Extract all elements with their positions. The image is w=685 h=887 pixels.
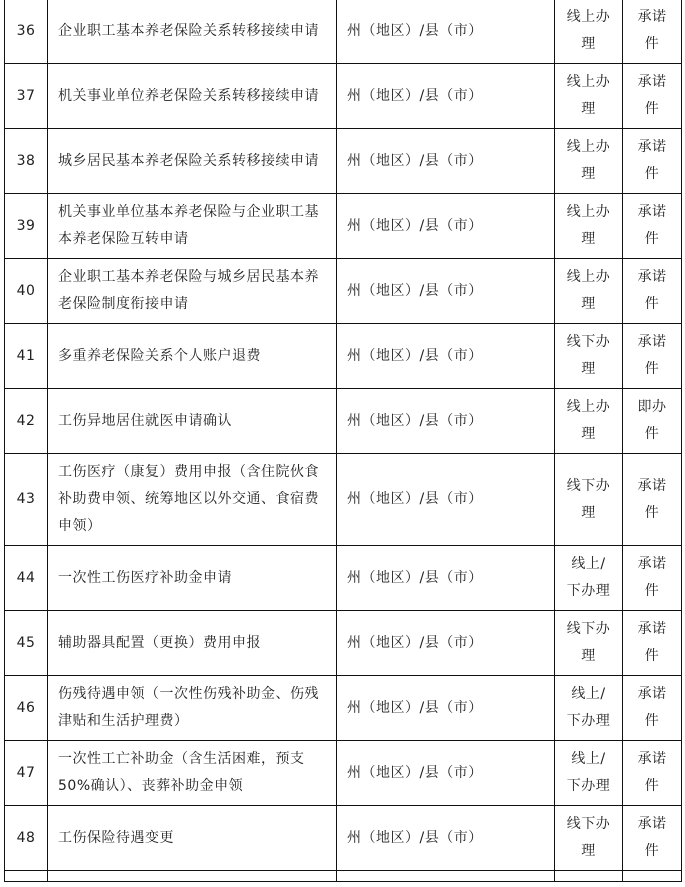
item-type: 承诺 件 [637, 556, 667, 599]
item-name: 工伤异地居住就医申请确认 [48, 389, 337, 454]
handling-mode: 线上/ 下办理 [566, 686, 611, 729]
table-row [5, 259, 682, 324]
handling-mode-cell [555, 0, 623, 64]
item-type-cell [623, 389, 682, 454]
item-name: 辅助器具配置（更换）费用申报 [48, 611, 337, 676]
handling-mode: 线上办 理 [566, 74, 611, 117]
row-number: 38 [5, 129, 48, 194]
item-name: 一次性工伤医疗补助金申请 [48, 546, 337, 611]
row-number: 37 [5, 64, 48, 129]
table-row-continuation [5, 871, 682, 882]
row-number: 43 [5, 454, 48, 546]
item-type: 承诺 件 [637, 686, 667, 729]
handling-level: 州（地区）/县（市） [337, 64, 555, 129]
handling-mode-cell [555, 324, 623, 389]
handling-mode: 线上办 理 [566, 204, 611, 247]
table-row [5, 129, 682, 194]
item-type: 承诺 件 [637, 74, 667, 117]
handling-mode: 线上办 理 [566, 269, 611, 312]
handling-mode-cell [555, 806, 623, 871]
table-row [5, 676, 682, 741]
row-number: 45 [5, 611, 48, 676]
item-type-cell [623, 259, 682, 324]
item-type-cell [623, 0, 682, 64]
item-type: 承诺 件 [637, 334, 667, 377]
handling-level: 州（地区）/县（市） [337, 611, 555, 676]
item-type-cell [623, 611, 682, 676]
handling-mode-cell [555, 454, 623, 546]
handling-level: 州（地区）/县（市） [337, 741, 555, 806]
item-name: 企业职工基本养老保险关系转移接续申请 [48, 0, 337, 64]
item-type: 承诺 件 [637, 477, 667, 521]
handling-level: 州（地区）/县（市） [337, 129, 555, 194]
item-type: 承诺 件 [637, 816, 667, 859]
handling-level: 州（地区）/县（市） [337, 676, 555, 741]
handling-level: 州（地区）/县（市） [337, 259, 555, 324]
table-row [5, 324, 682, 389]
table-row [5, 194, 682, 259]
row-number: 36 [5, 0, 48, 64]
handling-mode-cell [555, 129, 623, 194]
item-name: 工伤保险待遇变更 [48, 806, 337, 871]
item-name: 机关事业单位养老保险关系转移接续申请 [48, 64, 337, 129]
item-name: 企业职工基本养老保险与城乡居民基本养老保险制度衔接申请 [48, 259, 337, 324]
continuation-cell [623, 871, 682, 882]
item-type: 承诺 件 [637, 9, 667, 52]
handling-mode-cell [555, 611, 623, 676]
item-type: 承诺 件 [637, 139, 667, 182]
item-type: 承诺 件 [637, 204, 667, 247]
table-row [5, 64, 682, 129]
handling-mode: 线上/ 下办理 [566, 556, 611, 599]
continuation-cell [48, 871, 337, 882]
handling-mode: 线下办 理 [566, 621, 611, 664]
item-type: 承诺 件 [637, 269, 667, 312]
row-number: 44 [5, 546, 48, 611]
item-type-cell [623, 129, 682, 194]
table-row [5, 454, 682, 546]
table-row [5, 611, 682, 676]
handling-level: 州（地区）/县（市） [337, 454, 555, 546]
handling-mode: 线上办 理 [566, 9, 611, 52]
table-row [5, 546, 682, 611]
item-type-cell [623, 454, 682, 546]
item-type-cell [623, 806, 682, 871]
item-type-cell [623, 64, 682, 129]
item-name: 城乡居民基本养老保险关系转移接续申请 [48, 129, 337, 194]
handling-mode-cell [555, 676, 623, 741]
item-type-cell [623, 546, 682, 611]
table-row [5, 389, 682, 454]
row-number: 47 [5, 741, 48, 806]
handling-level: 州（地区）/县（市） [337, 546, 555, 611]
item-type-cell [623, 676, 682, 741]
continuation-cell [337, 871, 555, 882]
row-number: 41 [5, 324, 48, 389]
row-number: 40 [5, 259, 48, 324]
handling-mode: 线上/ 下办理 [566, 751, 611, 794]
handling-level: 州（地区）/县（市） [337, 324, 555, 389]
handling-mode: 线下办 理 [566, 477, 611, 521]
service-items-table [4, 0, 682, 882]
item-name: 伤残待遇申领（一次性伤残补助金、伤残津贴和生活护理费） [48, 676, 337, 741]
table-row [5, 0, 682, 64]
handling-mode-cell [555, 389, 623, 454]
handling-mode-cell [555, 259, 623, 324]
item-name: 多重养老保险关系个人账户退费 [48, 324, 337, 389]
handling-level: 州（地区）/县（市） [337, 194, 555, 259]
table-row [5, 806, 682, 871]
continuation-cell [5, 871, 48, 882]
handling-mode-cell [555, 741, 623, 806]
item-type-cell [623, 194, 682, 259]
item-type: 承诺 件 [637, 621, 667, 664]
handling-level: 州（地区）/县（市） [337, 389, 555, 454]
handling-mode: 线上办 理 [566, 139, 611, 182]
row-number: 42 [5, 389, 48, 454]
row-number: 48 [5, 806, 48, 871]
handling-mode-cell [555, 546, 623, 611]
continuation-cell [555, 871, 623, 882]
item-type-cell [623, 324, 682, 389]
table-row [5, 741, 682, 806]
handling-mode-cell [555, 194, 623, 259]
item-name: 机关事业单位基本养老保险与企业职工基本养老保险互转申请 [48, 194, 337, 259]
item-name: 一次性工亡补助金（含生活困难，预支50%确认）、丧葬补助金申领 [48, 741, 337, 806]
item-type: 即办 件 [637, 399, 667, 442]
handling-level: 州（地区）/县（市） [337, 0, 555, 64]
item-type-cell [623, 741, 682, 806]
row-number: 46 [5, 676, 48, 741]
handling-level: 州（地区）/县（市） [337, 806, 555, 871]
item-type: 承诺 件 [637, 751, 667, 794]
item-name: 工伤医疗（康复）费用申报（含住院伙食补助费申领、统筹地区以外交通、食宿费申领） [48, 454, 337, 546]
handling-mode: 线上办 理 [566, 399, 611, 442]
handling-mode: 线下办 理 [566, 334, 611, 377]
handling-mode: 线下办 理 [566, 816, 611, 859]
handling-mode-cell [555, 64, 623, 129]
row-number: 39 [5, 194, 48, 259]
